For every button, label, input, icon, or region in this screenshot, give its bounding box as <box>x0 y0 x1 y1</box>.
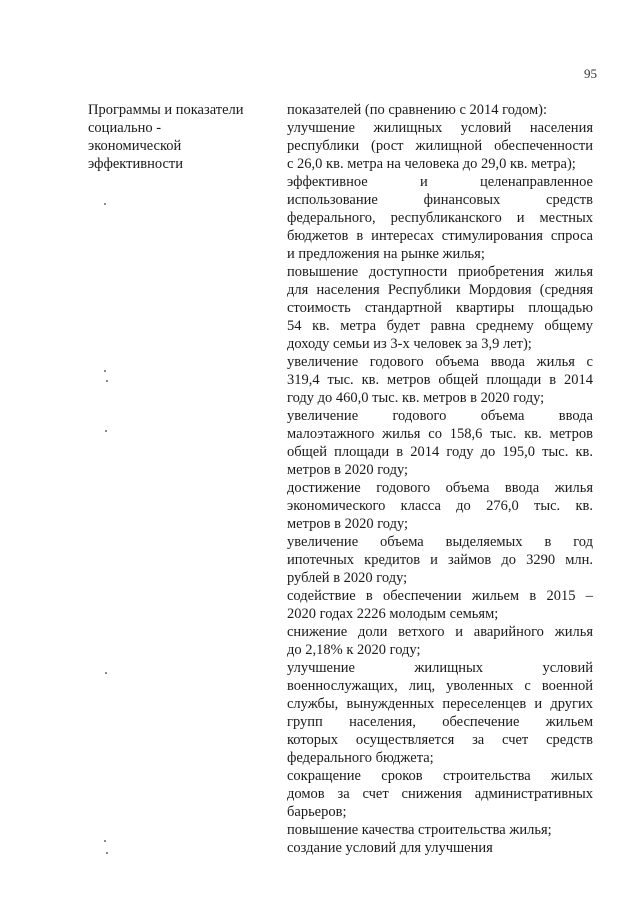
indicator-line: содействие в обеспечении жильем в 2015 – <box>287 588 593 604</box>
scan-speck <box>104 840 106 842</box>
indicator-line: рублей в 2020 году; <box>287 570 408 586</box>
page-number: 95 <box>584 66 597 81</box>
indicator-line: общей площади в 2014 году до 195,0 тыс. кв. <box>287 444 593 460</box>
indicator-line: увеличение годового объема ввода <box>287 408 593 424</box>
indicator-line: 2020 годах 2226 молодым семьям; <box>287 606 499 622</box>
indicator-line: 54 кв. метра будет равна среднему общему <box>287 318 593 334</box>
indicator-line: федерального, республиканского и местных <box>287 210 593 226</box>
section-label-line: эффективности <box>88 156 183 172</box>
indicator-line: с 26,0 кв. метра на человека до 29,0 кв. метра); <box>287 156 576 172</box>
section-label <box>88 101 263 173</box>
indicator-line: малоэтажного жилья со 158,6 тыс. кв. метров <box>287 426 593 442</box>
indicator-line: службы, вынужденных переселенцев и других <box>287 696 593 712</box>
indicator-line: увеличение объема выделяемых в год <box>287 534 593 550</box>
indicator-line: снижение доли ветхого и аварийного жилья <box>287 624 593 640</box>
indicator-line: домов за счет снижения административных <box>287 786 593 802</box>
scan-speck <box>104 203 106 205</box>
indicator-line: эффективное и целенаправленное <box>287 174 593 190</box>
indicator-line: метров в 2020 году; <box>287 462 409 478</box>
indicator-paragraph <box>287 263 593 353</box>
indicator-line: 319,4 тыс. кв. метров общей площади в 2014 <box>287 372 593 388</box>
indicator-paragraph <box>287 173 593 263</box>
indicator-line: республики (рост жилищной обеспеченности <box>287 138 593 154</box>
indicator-line: доходу семьи из 3-х человек за 3,9 лет); <box>287 336 532 352</box>
section-label-line: социально - <box>88 120 162 136</box>
indicator-line: достижение годового объема ввода жилья <box>287 480 593 496</box>
scan-speck <box>105 672 107 674</box>
indicator-line: повышение доступности приобретения жилья <box>287 264 593 280</box>
indicator-paragraph <box>287 119 593 173</box>
indicator-line: создание условий для улучшения <box>287 840 493 856</box>
indicator-line: улучшение жилищных условий <box>287 660 593 676</box>
indicator-paragraph <box>287 101 593 119</box>
indicator-line: и предложения на рынке жилья; <box>287 246 485 262</box>
indicator-paragraph <box>287 623 593 659</box>
indicator-line: улучшение жилищных условий населения <box>287 120 593 136</box>
indicator-line: бюджетов в интересах стимулирования спроса <box>287 228 593 244</box>
indicator-paragraph <box>287 353 593 407</box>
scan-speck <box>105 430 107 432</box>
indicator-line: повышение качества строительства жилья; <box>287 822 552 838</box>
indicator-paragraph <box>287 479 593 533</box>
indicator-line: увеличение годового объема ввода жилья с <box>287 354 593 370</box>
indicator-paragraph <box>287 821 593 839</box>
indicator-paragraph <box>287 659 593 767</box>
indicator-paragraph <box>287 533 593 587</box>
indicator-line: экономического класса до 276,0 тыс. кв. <box>287 498 593 514</box>
indicator-line: сокращение сроков строительства жилых <box>287 768 593 784</box>
scan-speck <box>106 380 108 382</box>
indicator-line: барьеров; <box>287 804 347 820</box>
indicator-line: стоимость стандартной квартиры площадью <box>287 300 593 316</box>
indicator-line: ипотечных кредитов и займов до 3290 млн. <box>287 552 593 568</box>
indicator-line: показателей (по сравнению с 2014 годом): <box>287 102 547 118</box>
indicator-line: групп населения, обеспечение жильем <box>287 714 593 730</box>
scan-speck <box>104 370 106 372</box>
section-label-line: экономической <box>88 138 182 154</box>
indicator-line: федерального бюджета; <box>287 750 434 766</box>
indicator-paragraph <box>287 767 593 821</box>
indicator-paragraph <box>287 587 593 623</box>
indicator-line: метров в 2020 году; <box>287 516 409 532</box>
indicator-line: использование финансовых средств <box>287 192 593 208</box>
indicator-line: которых осуществляется за счет средств <box>287 732 593 748</box>
section-label-line: Программы и показатели <box>88 102 244 118</box>
indicator-paragraph <box>287 839 593 857</box>
indicator-line: для населения Республики Мордовия (средняя <box>287 282 593 298</box>
scan-speck <box>106 852 108 854</box>
indicator-line: году до 460,0 тыс. кв. метров в 2020 году; <box>287 390 545 406</box>
indicators-text <box>287 101 593 857</box>
indicator-line: военнослужащих, лиц, уволенных с военной <box>287 678 593 694</box>
indicator-line: до 2,18% к 2020 году; <box>287 642 421 658</box>
indicator-paragraph <box>287 407 593 479</box>
